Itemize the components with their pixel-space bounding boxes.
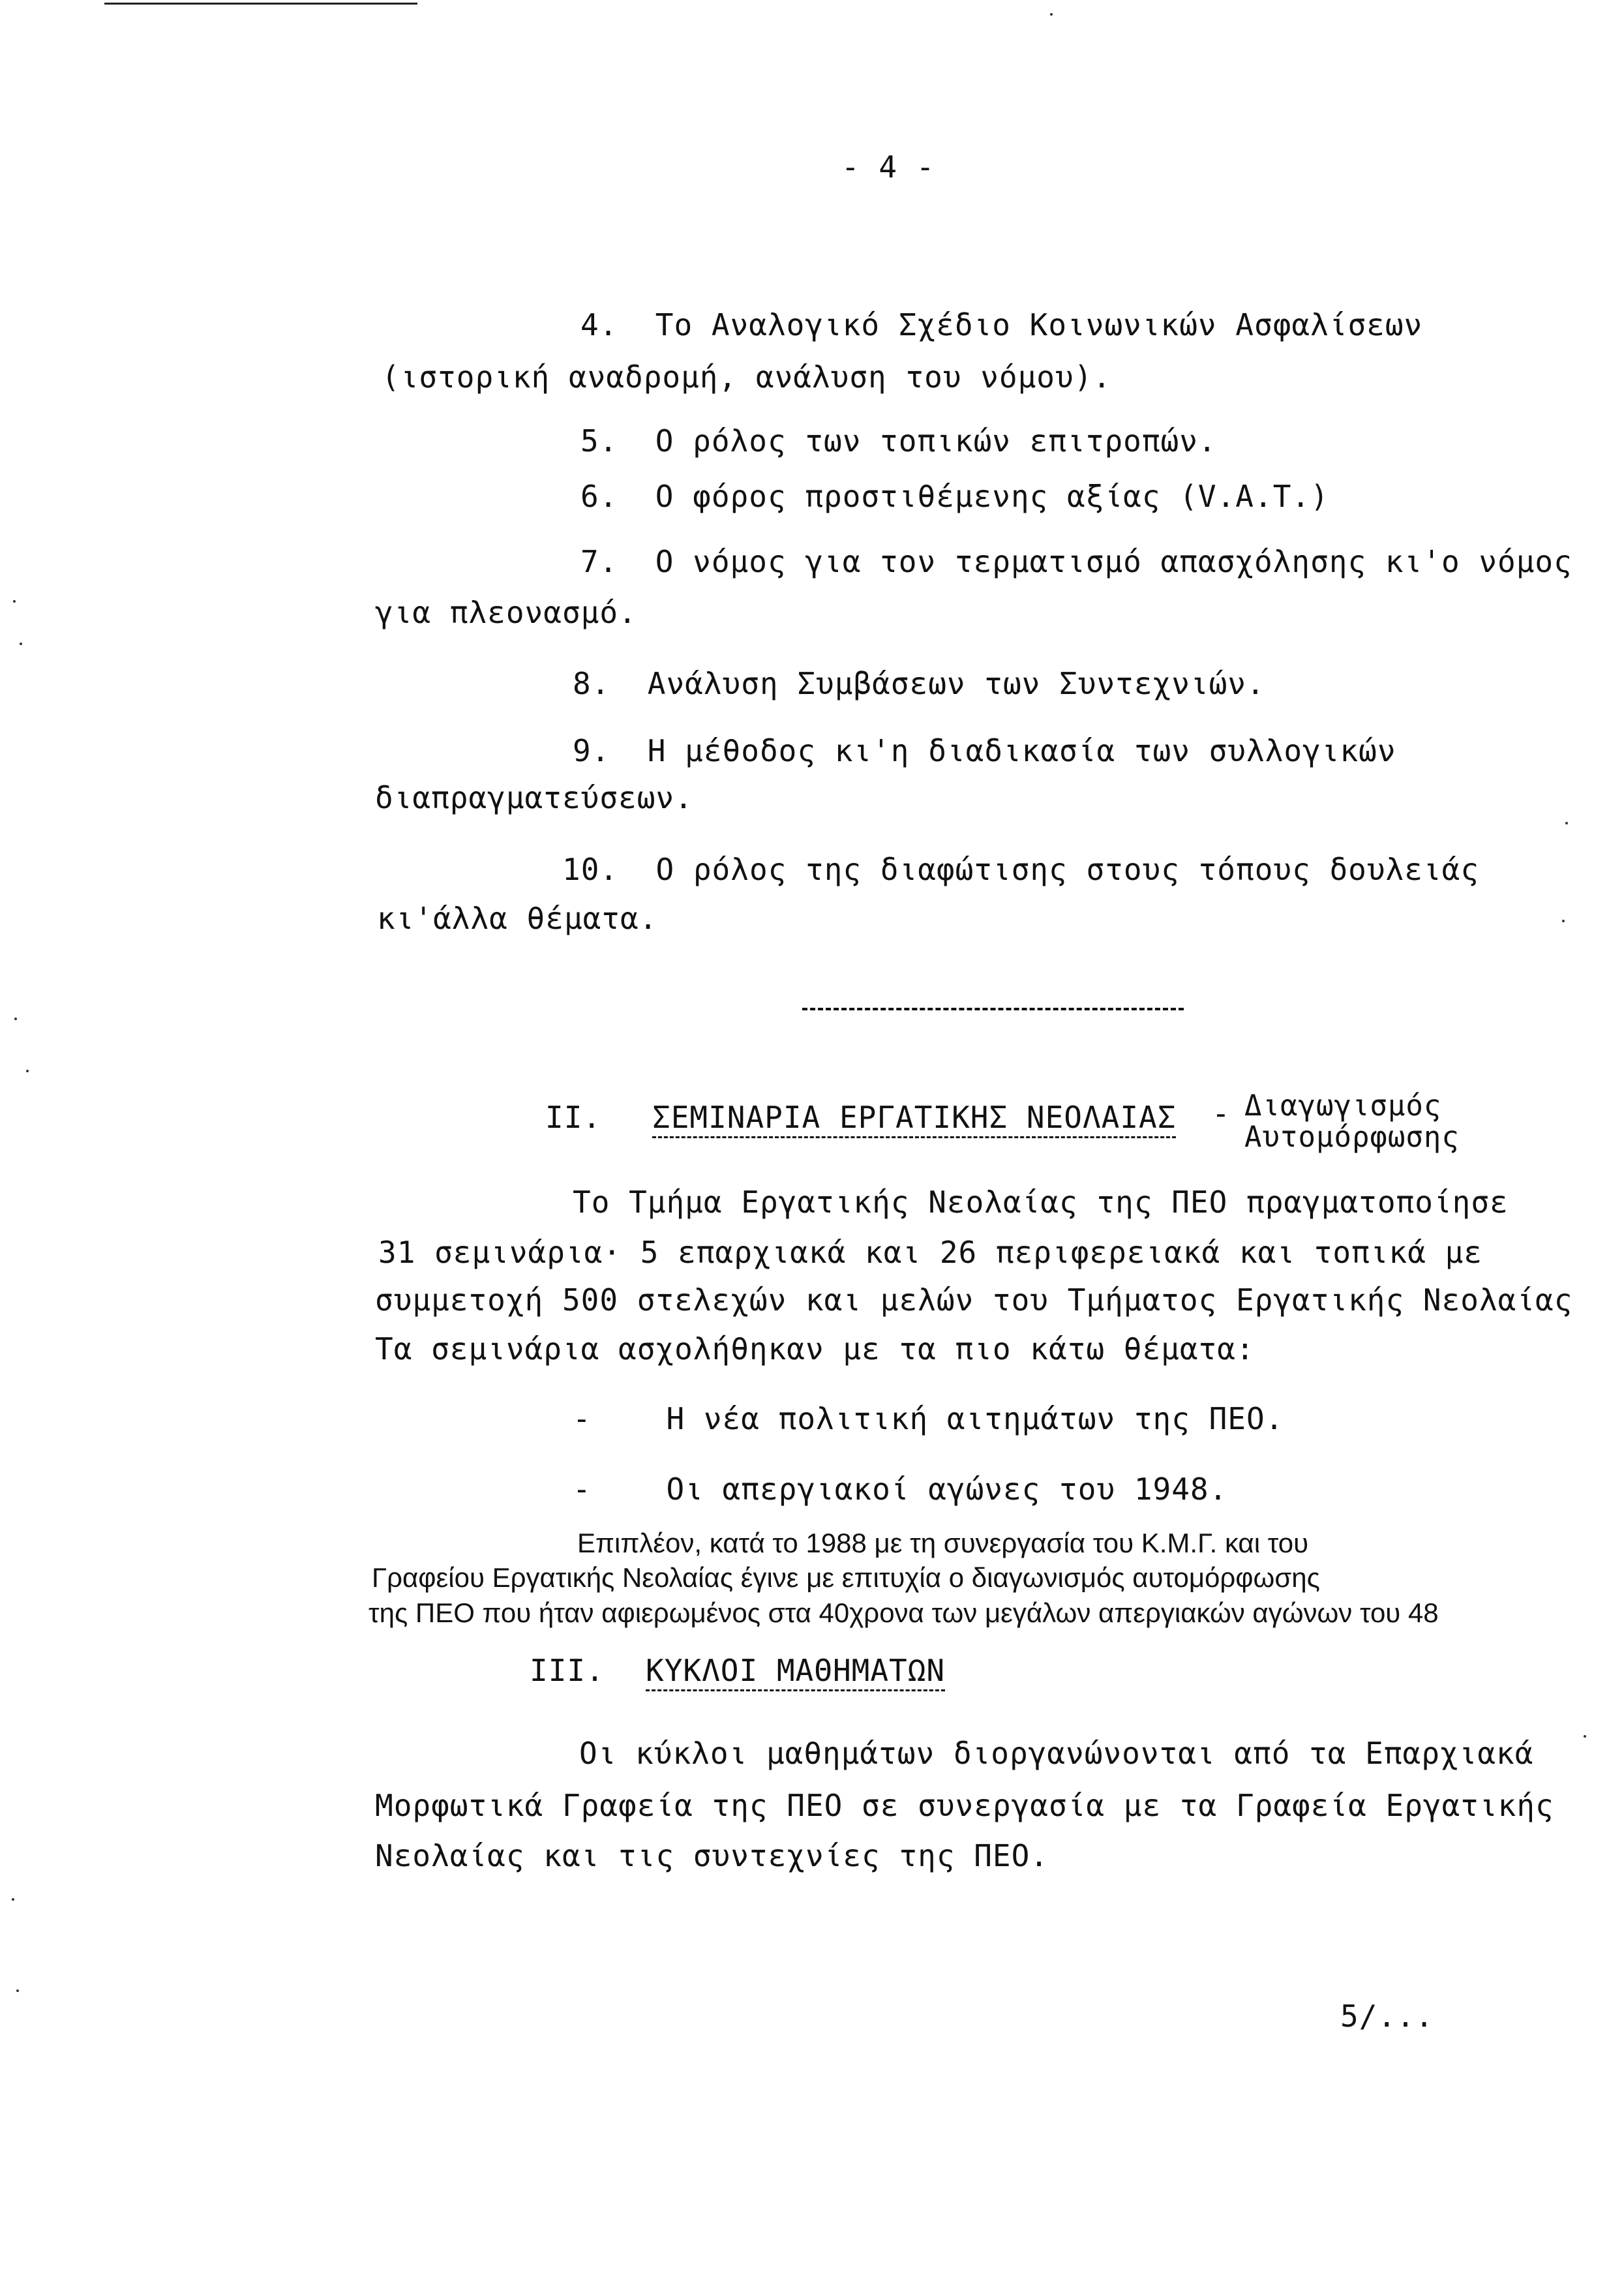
section-3-para-line3: Νεολαίας και τις συντεχνίες της ΠΕΟ. bbox=[375, 1838, 1049, 1873]
section-3-title: ΚΥΚΛΟΙ ΜΑΘΗΜΑΤΩΝ bbox=[646, 1653, 945, 1691]
top-edge-rule bbox=[104, 3, 417, 5]
scan-speck bbox=[1050, 13, 1053, 16]
list-item-5: 5. Ο ρόλος των τοπικών επιτροπών. bbox=[580, 423, 1217, 459]
list-item-7-line1: 7. Ο νόμος για τον τερματισμό απασχόλησης κι'ο νόμος bbox=[580, 544, 1572, 579]
section-2-para-line3: συμμετοχή 500 στελεχών και μελών του Τμήματος Εργατικής Νεολαίας bbox=[375, 1282, 1573, 1318]
list-item-9-line2: διαπραγματεύσεων. bbox=[375, 780, 693, 815]
section-2-subtitle-dash: - bbox=[1212, 1096, 1231, 1131]
list-item-4-line1: 4. Το Αναλογικό Σχέδιο Κοινωνικών Ασφαλίσεων bbox=[580, 307, 1423, 342]
list-item-9-line1: 9. Η μέθοδος κι'η διαδικασία των συλλογικών bbox=[573, 733, 1396, 768]
section-2-para-line4: Τα σεμινάρια ασχολήθηκαν με τα πιο κάτω θέματα: bbox=[375, 1331, 1255, 1367]
section-3-para-line1: Οι κύκλοι μαθημάτων διοργανώνονται από τα Επαρχιακά bbox=[579, 1736, 1534, 1771]
list-item-4-line2: (ιστορική αναδρομή, ανάλυση του νόμου). bbox=[382, 359, 1112, 395]
scan-speck bbox=[12, 1898, 14, 1901]
scan-speck bbox=[26, 1070, 29, 1072]
section-3-para-line2: Μορφωτικά Γραφεία της ΠΕΟ σε συνεργασία με τα Γραφεία Εργατικής bbox=[375, 1788, 1554, 1823]
section-2-addendum-line2: Γραφείου Εργατικής Νεολαίας έγινε με επιτυχία ο διαγωνισμός αυτομόρφωσης bbox=[372, 1562, 1320, 1593]
list-item-10-line2: κι'άλλα θέματα. bbox=[377, 901, 658, 936]
list-item-7-line2: για πλεονασμό. bbox=[375, 595, 637, 630]
section-2-bullet-2: - Οι απεργιακοί αγώνες του 1948. bbox=[573, 1472, 1228, 1507]
section-separator bbox=[802, 1008, 1184, 1010]
section-2-subtitle-line2: Αυτομόρφωσης bbox=[1244, 1121, 1460, 1154]
scan-speck bbox=[1562, 920, 1565, 922]
list-item-6: 6. Ο φόρος προστιθέμενης αξίας (V.A.T.) bbox=[580, 479, 1329, 514]
scan-speck bbox=[1584, 1735, 1586, 1738]
scan-speck bbox=[16, 1989, 19, 1992]
section-2-addendum-line1: Επιπλέον, κατά το 1988 με τη συνεργασία του Κ.Μ.Γ. και του bbox=[577, 1528, 1309, 1558]
scan-speck bbox=[14, 1018, 17, 1020]
list-item-10-line1: 10. Ο ρόλος της διαφώτισης στους τόπους δουλειάς bbox=[562, 852, 1480, 887]
section-2-para-line1: Το Τμήμα Εργατικής Νεολαίας της ΠΕΟ πραγματοποίησε bbox=[573, 1185, 1509, 1220]
section-2-subtitle-line1: Διαγωγισμός bbox=[1244, 1089, 1442, 1123]
continuation-marker: 5/... bbox=[1340, 1999, 1434, 2034]
page-number: - 4 - bbox=[841, 149, 935, 185]
list-item-8: 8. Ανάλυση Συμβάσεων των Συντεχνιών. bbox=[573, 666, 1265, 701]
section-2-number: ΙΙ. bbox=[545, 1100, 602, 1135]
section-2-bullet-1: - Η νέα πολιτική αιτημάτων της ΠΕΟ. bbox=[573, 1401, 1284, 1436]
section-2-title: ΣΕΜΙΝΑΡΙΑ ΕΡΓΑΤΙΚΗΣ ΝΕΟΛΑΙΑΣ bbox=[652, 1100, 1176, 1138]
section-3-number: ΙΙΙ. bbox=[530, 1653, 605, 1688]
scan-speck bbox=[20, 642, 22, 645]
scan-speck bbox=[1565, 822, 1568, 824]
scan-speck bbox=[13, 600, 16, 603]
section-2-addendum-line3: της ΠΕΟ που ήταν αφιερωμένος στα 40χρονα των μεγάλων απεργιακών αγώνων του 48 bbox=[368, 1597, 1439, 1628]
section-2-para-line2: 31 σεμινάρια· 5 επαρχιακά και 26 περιφερειακά και τοπικά με bbox=[378, 1235, 1482, 1270]
